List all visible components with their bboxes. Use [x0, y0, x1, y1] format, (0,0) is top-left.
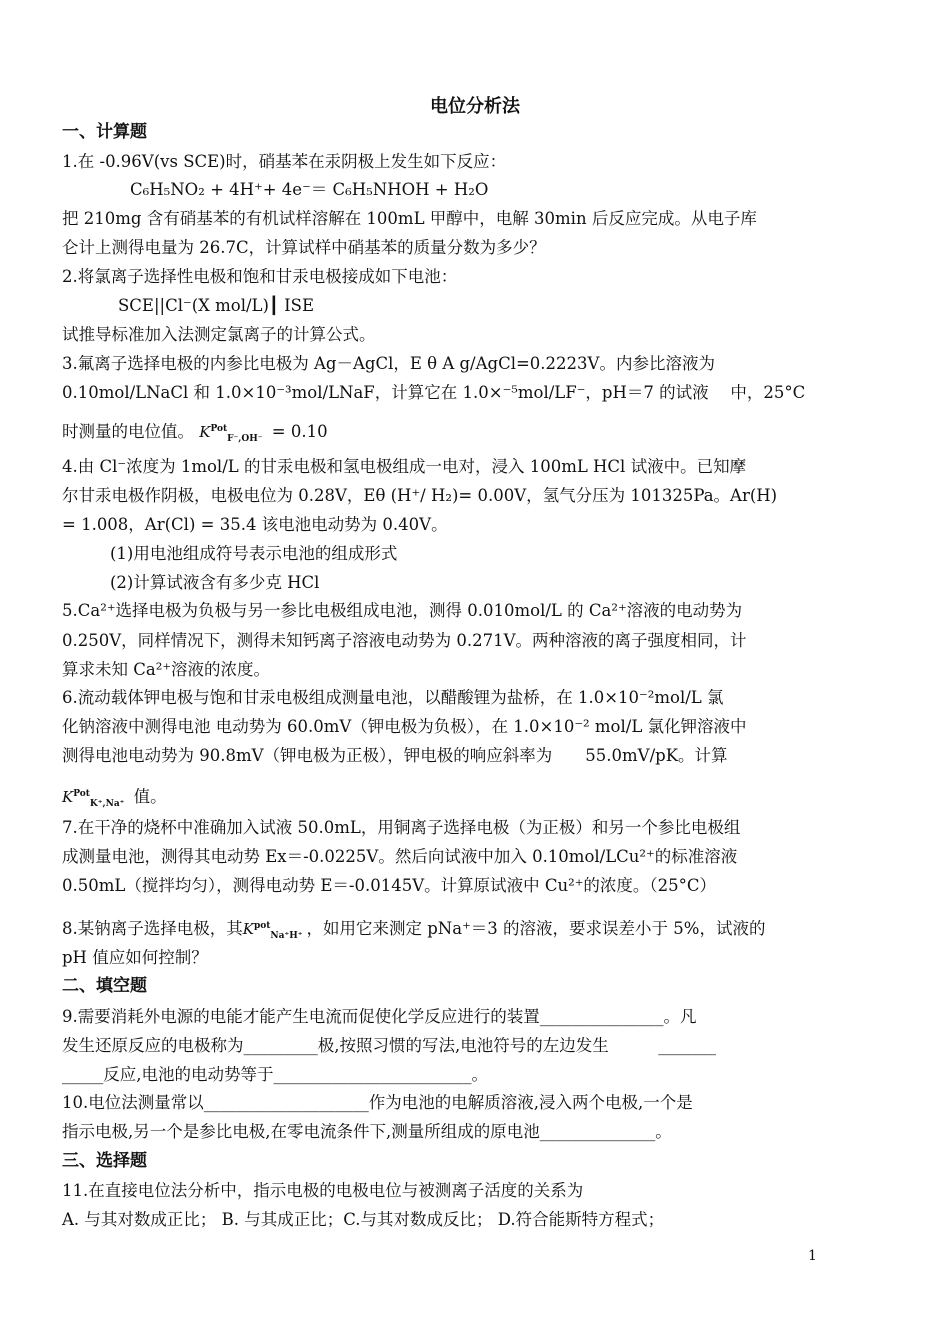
q4-line2: 尔甘汞电极作阴极，电极电位为 0.28V，Eθ (H⁺/ H₂)= 0.00V，氢气分压为 101325Pa。Ar(H) [62, 486, 778, 505]
section-heading-choice: 三、选择题 [62, 1151, 147, 1171]
q5-line1: 5.Ca²⁺选择电极为负极与另一参比电极组成电池，测得 0.010mol/L 的 Ca²⁺溶液的电动势为 [62, 601, 743, 620]
q3-line1: 3.氟离子选择电极的内参比电极为 Ag－AgCl，E θ A g/AgCl=0.2223V。内参比溶液为 [62, 354, 715, 373]
kpot-value: = 0.10 [271, 422, 328, 441]
q2-line3: 试推导标准加入法测定氯离子的计算公式。 [62, 325, 376, 344]
q5-line3: 算求未知 Ca²⁺溶液的浓度。 [62, 660, 271, 679]
kpot-sup: Pot [73, 789, 90, 799]
section-heading-fill: 二、填空题 [62, 976, 147, 996]
q8-line1 [62, 915, 822, 947]
kpot-k-na-formula [62, 783, 128, 815]
q7-line1: 7.在干净的烧杯中准确加入试液 50.0mL，用铜离子选择电极（为正极）和另一个参比电极组 [62, 818, 741, 837]
kpot-symbol: K [199, 423, 211, 441]
q3-line3-text: 时测量的电位值。 [62, 422, 194, 441]
q9-line1: 9.需要消耗外电源的电能才能产生电流而促使化学反应进行的装置_______________。凡 [62, 1007, 697, 1026]
q5-line2: 0.250V，同样情况下，测得未知钙离子溶液电动势为 0.271V。两种溶液的离子强度相同，计 [62, 631, 747, 650]
kpot-symbol: K [62, 788, 74, 806]
kpot-na-h-formula [243, 915, 307, 947]
q2-line1: 2.将氯离子选择性电极和饱和甘汞电极接成如下电池： [62, 267, 458, 286]
q3-line2: 0.10mol/LNaCl 和 1.0×10⁻³mol/LNaF，计算它在 1.0×⁻⁵mol/LF⁻，pH＝7 的试液 中，25°C [62, 383, 806, 402]
q11-options: A. 与其对数成正比； B. 与其成正比；C.与其对数成反比； D.符合能斯特方程式； [62, 1210, 665, 1229]
q8-line1-pre: 8.某钠离子选择电极，其 [62, 919, 243, 938]
q1-line3: 把 210mg 含有硝基苯的有机试样溶解在 100mL 甲醇中，电解 30min 后反应完成。从电子库 [62, 209, 757, 228]
q10-line1: 10.电位法测量常以____________________作为电池的电解质溶液,浸入两个电极,一个是 [62, 1093, 693, 1112]
q6-line4-text: 值。 [133, 787, 167, 806]
q8-line2: pH 值应如何控制？ [62, 948, 208, 967]
q10-line2: 指示电极,另一个是参比电极,在零电流条件下,测量所组成的原电池______________。 [62, 1122, 672, 1141]
kpot-f-oh-formula [199, 418, 266, 450]
q4-line1: 4.由 Cl⁻浓度为 1mol/L 的甘汞电极和氢电极组成一电对，浸入 100mL HCl 试液中。已知摩 [62, 457, 747, 476]
q1-line1: 1.在 -0.96V(vs SCE)时，硝基苯在汞阴极上发生如下反应： [62, 152, 507, 171]
q6-line1: 6.流动载体钾电极与饱和甘汞电极组成测量电池，以醋酸锂为盐桥，在 1.0×10⁻²mol/L 氯 [62, 688, 724, 707]
q6-line4 [62, 783, 822, 815]
kpot-sub: K⁺,Na⁺ [89, 799, 125, 809]
q4-line3: = 1.008，Ar(Cl) = 35.4 该电池电动势为 0.40V。 [62, 515, 448, 534]
q9-line2: 发生还原反应的电极称为_________极,按照习惯的写法,电池符号的左边发生 _______ [62, 1036, 716, 1055]
section-heading-calc: 一、计算题 [62, 122, 147, 142]
q2-cell: SCE||Cl⁻(X mol/L)┃ ISE [118, 296, 314, 315]
q6-line2: 化钠溶液中测得电池 电动势为 60.0mV（钾电极为负极），在 1.0×10⁻² mol/L 氯化钾溶液中 [62, 717, 747, 736]
kpot-sub: F⁻,OH⁻ [227, 434, 263, 444]
q3-line3 [62, 418, 822, 450]
q8-line1-post: ，如用它来测定 pNa⁺＝3 的溶液，要求误差小于 5%，试液的 [306, 919, 766, 938]
q7-line2: 成测量电池，测得其电动势 Ex＝-0.0225V。然后向试液中加入 0.10mol/LCu²⁺的标准溶液 [62, 847, 738, 866]
q6-line3: 测得电池电动势为 90.8mV（钾电极为正极），钾电极的响应斜率为 55.0mV/pK。计算 [62, 746, 728, 765]
q1-line4: 仑计上测得电量为 26.7C，计算试样中硝基苯的质量分数为多少？ [62, 238, 546, 257]
kpot-symbol: K [242, 920, 254, 938]
q4-sub1: (1)用电池组成符号表示电池的组成形式 [110, 544, 398, 563]
q4-sub2: (2)计算试液含有多少克 HCl [110, 573, 320, 592]
kpot-sup: pot [253, 921, 271, 931]
kpot-sub: Na⁺H⁺ [270, 931, 303, 941]
page-number: 1 [808, 1248, 817, 1264]
kpot-sup: Pot [210, 424, 228, 434]
page-title: 电位分析法 [430, 96, 520, 117]
q9-line3: _____反应,电池的电动势等于________________________。 [62, 1065, 488, 1084]
q1-equation: C₆H₅NO₂ + 4H⁺+ 4e⁻＝ C₆H₅NHOH + H₂O [130, 180, 489, 199]
q7-line3: 0.50mL（搅拌均匀），测得电动势 E＝-0.0145V。计算原试液中 Cu²⁺的浓度。（25°C） [62, 876, 717, 895]
q11-line1: 11.在直接电位法分析中，指示电极的电极电位与被测离子活度的关系为 [62, 1181, 584, 1200]
